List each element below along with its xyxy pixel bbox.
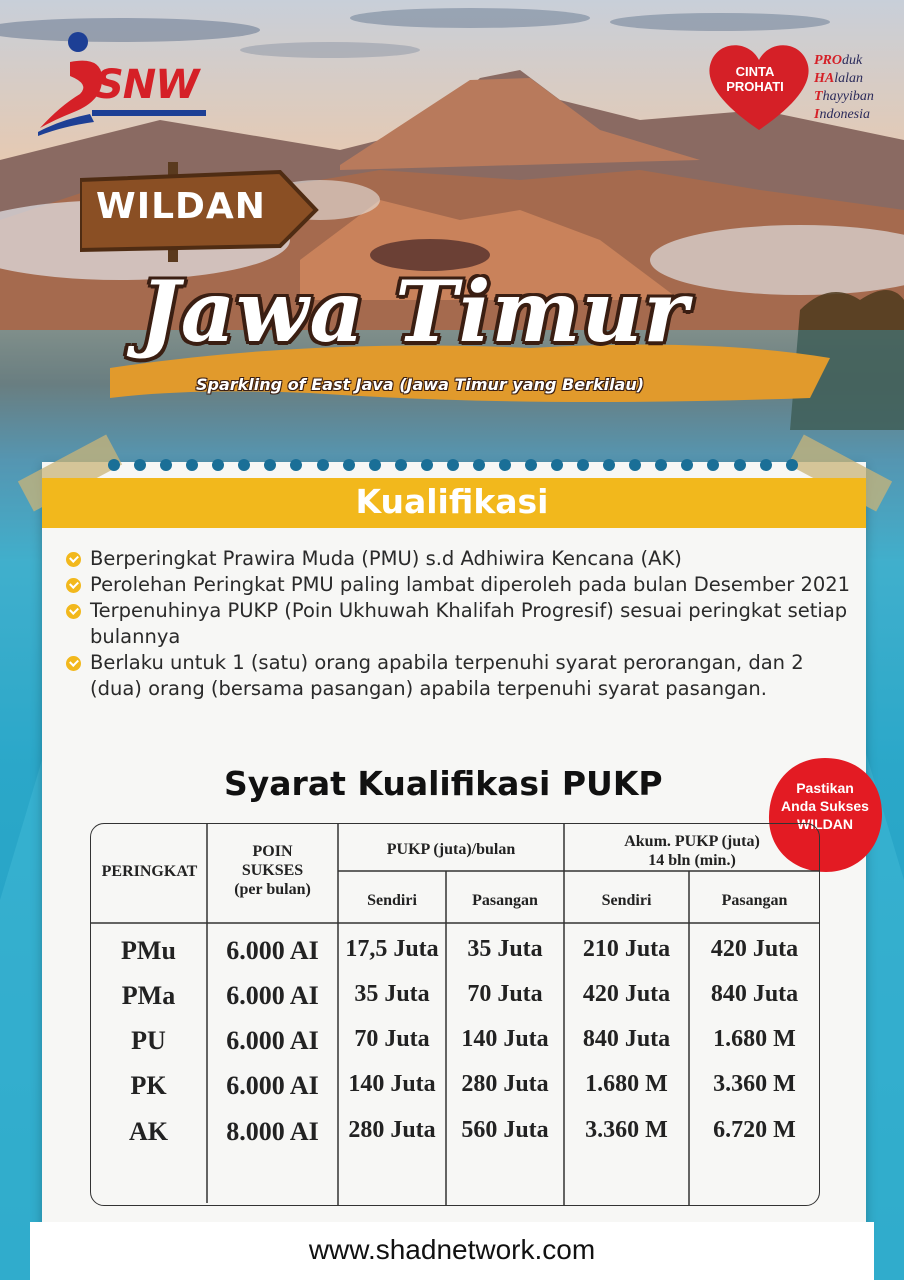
cell-sendiri: 280 Juta <box>348 1117 436 1143</box>
col-poin-line-2: SUKSES <box>241 862 304 879</box>
ring <box>421 459 433 471</box>
cell-pasangan: 35 Juta <box>467 936 543 962</box>
prohati-rest-1: duk <box>842 53 863 68</box>
ring <box>395 459 407 471</box>
cell-akum-pasangan: 6.720 M <box>713 1117 796 1143</box>
prohati-tagline <box>814 52 874 124</box>
cell-poin: 8.000 AI <box>226 1117 319 1146</box>
cell-poin: 6.000 AI <box>226 936 319 965</box>
cell-akum-pasangan: 420 Juta <box>710 936 799 962</box>
main-title: Jawa Timur <box>140 262 689 361</box>
ring <box>603 459 615 471</box>
ring <box>186 459 198 471</box>
cell-rank: PMa <box>121 981 176 1010</box>
heart-line-2: PROHATI <box>726 79 784 94</box>
cell-pasangan: 280 Juta <box>461 1071 549 1097</box>
col-akum-pasangan: Pasangan <box>721 892 788 909</box>
check-icon <box>66 552 81 567</box>
col-akum <box>564 832 820 870</box>
col-sendiri: Sendiri <box>367 892 417 909</box>
ring <box>447 459 459 471</box>
cell-rank: AK <box>129 1117 168 1146</box>
ring <box>786 459 798 471</box>
cell-poin: 6.000 AI <box>226 981 319 1010</box>
spiral-rings <box>108 455 798 475</box>
ring <box>212 459 224 471</box>
cell-sendiri: 17,5 Juta <box>345 936 439 962</box>
cell-akum-pasangan: 840 Juta <box>710 981 799 1007</box>
ring <box>108 459 120 471</box>
col-akum-line-1: Akum. PUKP (juta) <box>624 833 760 850</box>
cell-akum-sendiri: 420 Juta <box>582 981 671 1007</box>
ring <box>369 459 381 471</box>
cell-rank: PK <box>130 1071 167 1100</box>
col-peringkat: PERINGKAT <box>101 863 198 880</box>
ring <box>264 459 276 471</box>
col-poin-line-1: POIN <box>252 843 293 860</box>
prohati-hl-3: T <box>814 89 823 104</box>
list-item-text: Terpenuhinya PUKP (Poin Ukhuwah Khalifah Progresif) sesuai peringkat setiap bulannya <box>90 599 848 648</box>
cell-poin: 6.000 AI <box>226 1026 319 1055</box>
cell-rank: PU <box>131 1026 166 1055</box>
check-icon <box>66 578 81 593</box>
subtitle: Sparkling of East Java (Jawa Timur yang Berkilau) <box>196 375 645 394</box>
prohati-rest-4: ndonesia <box>819 107 871 122</box>
cell-sendiri: 140 Juta <box>348 1071 436 1097</box>
prohati-rest-2: lalan <box>834 71 864 86</box>
cinta-prohati-heart <box>705 38 813 134</box>
cell-akum-pasangan: 3.360 M <box>713 1071 796 1097</box>
cell-akum-sendiri: 210 Juta <box>582 936 671 962</box>
check-icon <box>66 604 81 619</box>
pukp-title: Syarat Kualifikasi PUKP <box>224 764 663 803</box>
cell-poin: 6.000 AI <box>226 1071 319 1100</box>
cell-sendiri: 35 Juta <box>354 981 430 1007</box>
list-item <box>66 546 856 572</box>
badge-line-2: Anda Sukses <box>781 798 869 814</box>
ring <box>525 459 537 471</box>
prohati-hl-1: PRO <box>814 53 842 68</box>
badge-line-3: WILDAN <box>797 816 853 832</box>
prohati-hl-2: HA <box>814 71 835 86</box>
sign-label: WILDAN <box>96 186 266 227</box>
cell-pasangan: 560 Juta <box>461 1117 549 1143</box>
col-poin-line-3: (per bulan) <box>234 881 311 898</box>
ring <box>629 459 641 471</box>
ring <box>473 459 485 471</box>
kualifikasi-title: Kualifikasi <box>355 482 549 521</box>
ring <box>290 459 302 471</box>
footer-url[interactable]: www.shadnetwork.com <box>308 1234 596 1265</box>
snw-logo-text: SNW <box>95 62 199 108</box>
col-akum-line-2: 14 bln (min.) <box>648 852 736 869</box>
ring <box>760 459 772 471</box>
list-item <box>66 650 856 702</box>
heart-line-1: CINTA <box>735 64 775 79</box>
prohati-rest-3: hayyiban <box>822 89 874 104</box>
list-item-text: Perolehan Peringkat PMU paling lambat diperoleh pada bulan Desember 2021 <box>90 573 851 596</box>
badge-line-1: Pastikan <box>796 780 854 796</box>
cell-akum-sendiri: 1.680 M <box>585 1071 668 1097</box>
ring <box>655 459 667 471</box>
check-icon <box>66 656 81 671</box>
cell-sendiri: 70 Juta <box>354 1026 430 1052</box>
ring <box>707 459 719 471</box>
list-item-text: Berlaku untuk 1 (satu) orang apabila terpenuhi syarat perorangan, dan 2 (dua) orang (bersama pasangan) apabila terpenuhi syarat pasangan. <box>90 651 804 700</box>
cell-akum-sendiri: 840 Juta <box>582 1026 671 1052</box>
cell-akum-sendiri: 3.360 M <box>585 1117 668 1143</box>
cell-rank: PMu <box>121 936 176 965</box>
ring <box>681 459 693 471</box>
ring <box>238 459 250 471</box>
list-item-text: Berperingkat Prawira Muda (PMU) s.d Adhiwira Kencana (AK) <box>90 547 682 570</box>
ring <box>343 459 355 471</box>
cell-akum-pasangan: 1.680 M <box>713 1026 796 1052</box>
kualifikasi-list <box>66 546 856 702</box>
cell-pasangan: 70 Juta <box>467 981 543 1007</box>
col-akum-sendiri: Sendiri <box>601 892 652 909</box>
ring <box>317 459 329 471</box>
ring <box>577 459 589 471</box>
col-poin <box>207 842 338 899</box>
list-item <box>66 572 856 598</box>
list-item <box>66 598 856 650</box>
ring <box>499 459 511 471</box>
col-pasangan: Pasangan <box>472 892 538 909</box>
ring <box>134 459 146 471</box>
ring <box>160 459 172 471</box>
ring <box>551 459 563 471</box>
cell-pasangan: 140 Juta <box>461 1026 549 1052</box>
prohati-hl-4: I <box>814 107 820 122</box>
ring <box>734 459 746 471</box>
col-pukp-bulan: PUKP (juta)/bulan <box>386 841 516 858</box>
